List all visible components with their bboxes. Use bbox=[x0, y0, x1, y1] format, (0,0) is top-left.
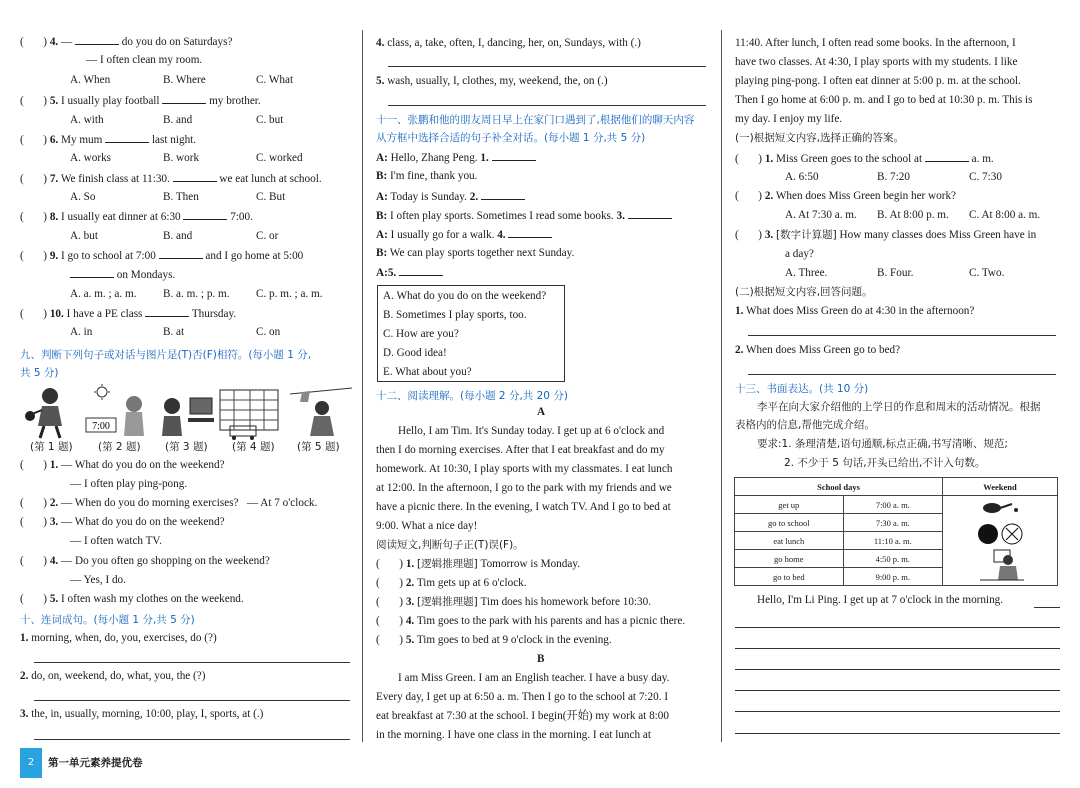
boy-playing-picture bbox=[25, 388, 62, 438]
passage-b-line: in the morning. I have one class in the morning. I eat lunch at bbox=[376, 729, 651, 741]
picture-label-2: (第 2 题) bbox=[98, 441, 141, 453]
option-a[interactable]: A. When bbox=[70, 74, 111, 86]
a-question-3: ( ) 3. [逻辑推理题] Tim does his homework before 10:30. bbox=[376, 596, 652, 608]
passage-b-line: playing ping-pong. I often eat dinner at 5:00 p. m. at the school. bbox=[735, 75, 1021, 87]
options-box bbox=[377, 285, 565, 382]
balls-icon bbox=[978, 524, 1022, 544]
writing-line[interactable] bbox=[735, 711, 1060, 712]
option-b[interactable]: B. and bbox=[163, 114, 193, 126]
part-2-title: (二)根据短文内容,回答问题。 bbox=[735, 286, 873, 298]
option-b[interactable]: B. Four. bbox=[877, 267, 914, 279]
b-mc-3-cont: a day? bbox=[785, 248, 814, 260]
answer-blank[interactable] bbox=[628, 208, 672, 219]
answer-blank[interactable] bbox=[145, 306, 189, 317]
section-13-desc-cont: 表格内的信息,帮他完成介绍。 bbox=[735, 419, 875, 431]
table-header-school-days: School days bbox=[735, 478, 943, 496]
option-c[interactable]: C. but bbox=[256, 114, 284, 126]
tf-question-5: ( ) 5. I often wash my clothes on the weekend. bbox=[20, 593, 244, 605]
answer-line[interactable] bbox=[748, 335, 1056, 336]
answer-blank[interactable] bbox=[70, 267, 114, 278]
table-row: go to bed 9:00 p. m. bbox=[735, 568, 1058, 586]
answer-line[interactable] bbox=[748, 374, 1056, 375]
dialog-line-2: B: I'm fine, thank you. bbox=[376, 170, 478, 182]
reorder-1: 1. morning, when, do, you, exercises, do (?) bbox=[20, 632, 217, 644]
dialog-line-1: A: Hello, Zhang Peng. 1. bbox=[376, 150, 536, 165]
writing-line[interactable] bbox=[1034, 607, 1060, 608]
section-11-title-cont: 从方框中选择合适的句子补全对话。(每小题 1 分,共 5 分) bbox=[376, 132, 646, 144]
sun-clock-picture bbox=[86, 384, 144, 436]
b-mc-3: ( ) 3. [数字计算题] How many classes does Miss Green have in bbox=[735, 229, 1037, 241]
b-mc-2: ( ) 2. When does Miss Green begin her work? bbox=[735, 190, 957, 202]
writing-line[interactable] bbox=[735, 669, 1060, 670]
table-row: eat lunch 11:10 a. m. bbox=[735, 532, 1058, 550]
question-7: ( ) 7. We finish class at 11:30. we eat lunch at school. bbox=[20, 173, 322, 185]
option-c[interactable]: C. Two. bbox=[969, 267, 1005, 279]
column-divider bbox=[362, 30, 363, 742]
writing-start: Hello, I'm Li Ping. I get up at 7 o'clock in the morning. bbox=[757, 594, 1004, 606]
answer-line[interactable] bbox=[388, 105, 706, 106]
dialog-line-7: A:5. bbox=[376, 265, 443, 280]
question-9-cont: on Mondays. bbox=[70, 267, 175, 282]
reply-line: — I often play ping-pong. bbox=[70, 478, 188, 490]
table-row: go home 4:50 p. m. bbox=[735, 550, 1058, 568]
answer-blank[interactable] bbox=[105, 132, 149, 143]
picture-label-3: (第 3 题) bbox=[165, 441, 208, 453]
answer-line[interactable] bbox=[34, 662, 350, 663]
question-9: ( ) 9. I go to school at 7:00 and I go home at 5:00 bbox=[20, 250, 304, 262]
footer-title: 第一单元素养提优卷 bbox=[48, 757, 143, 769]
passage-b-line: Then I go home at 6:00 p. m. and I go to bed at 10:30 p. m. This is bbox=[735, 94, 1033, 106]
option-c[interactable]: C. 7:30 bbox=[969, 171, 1002, 183]
answer-blank[interactable] bbox=[162, 93, 206, 104]
option-c[interactable]: C. But bbox=[256, 191, 286, 203]
requirement-1: 要求:1. 条理清楚,语句通顺,标点正确,书写清晰、规范; bbox=[757, 438, 1008, 450]
passage-b-line: my day. I enjoy my life. bbox=[735, 113, 843, 125]
section-10-title: 十、连词成句。(每小题 1 分,共 5 分) bbox=[20, 614, 195, 626]
writing-line[interactable] bbox=[735, 648, 1060, 649]
option-c[interactable]: C. worked bbox=[256, 152, 303, 164]
answer-line[interactable] bbox=[34, 739, 350, 740]
table-row: go to school 7:30 a. m. bbox=[735, 514, 1058, 532]
picture-label-4: (第 4 题) bbox=[232, 441, 275, 453]
answer-blank[interactable] bbox=[508, 227, 552, 238]
section-13-desc: 李平在向大家介绍他的上学日的作息和周末的活动情况。根据 bbox=[757, 401, 1041, 413]
option-b[interactable]: B. At 8:00 p. m. bbox=[877, 209, 949, 221]
a-question-2: ( ) 2. Tim gets up at 6 o'clock. bbox=[376, 577, 527, 589]
dialog-line-4: B: I often play sports. Sometimes I read some books. 3. bbox=[376, 208, 672, 223]
tf-question-3: ( ) 3. — What do you do on the weekend? bbox=[20, 516, 225, 528]
table-header-weekend: Weekend bbox=[943, 478, 1058, 496]
option-b[interactable]: B. Then bbox=[163, 191, 199, 203]
box-option-e: E. What about you? bbox=[383, 366, 472, 378]
option-a[interactable]: A. Three. bbox=[785, 267, 828, 279]
question-8: ( ) 8. I usually eat dinner at 6:30 7:00. bbox=[20, 211, 253, 223]
b-open-2: 2. When does Miss Green go to bed? bbox=[735, 344, 901, 356]
passage-b-line: 11:40. After lunch, I often read some books. In the afternoon, I bbox=[735, 37, 1016, 49]
picture-label-5: (第 5 题) bbox=[297, 441, 340, 453]
box-option-a: A. What do you do on the weekend? bbox=[383, 290, 547, 302]
reply-line: — I often clean my room. bbox=[86, 54, 203, 66]
question-10: ( ) 10. I have a PE class Thursday. bbox=[20, 308, 237, 320]
reorder-2: 2. do, on, weekend, do, what, you, the (?) bbox=[20, 670, 206, 682]
schedule-table bbox=[734, 477, 1058, 586]
question-5: ( ) 5. I usually play football my brother. bbox=[20, 95, 261, 107]
a-question-1: ( ) 1. [逻辑推理题] Tomorrow is Monday. bbox=[376, 558, 580, 570]
option-a[interactable]: A. At 7:30 a. m. bbox=[785, 209, 857, 221]
box-option-d: D. Good idea! bbox=[383, 347, 447, 359]
tf-question-1: ( ) 1. — What do you do on the weekend? bbox=[20, 459, 225, 471]
option-a[interactable]: A. in bbox=[70, 326, 93, 338]
passage-b-line: I am Miss Green. I am an English teacher. I have a busy day. bbox=[398, 672, 670, 684]
dialog-line-3: A: Today is Sunday. 2. bbox=[376, 189, 525, 204]
passage-b-line: have two classes. At 4:30, I play sports with my students. I like bbox=[735, 56, 1018, 68]
option-a[interactable]: A. So bbox=[70, 191, 96, 203]
column-divider bbox=[721, 30, 722, 742]
answer-line[interactable] bbox=[34, 700, 350, 701]
option-c[interactable]: C. on bbox=[256, 326, 281, 338]
reorder-4: 4. class, a, take, often, I, dancing, her, on, Sundays, with (.) bbox=[376, 37, 641, 49]
option-b[interactable]: B. Where bbox=[163, 74, 206, 86]
option-b[interactable]: B. and bbox=[163, 230, 193, 242]
reorder-5: 5. wash, usually, I, clothes, my, weekend, the, on (.) bbox=[376, 75, 608, 87]
answer-line[interactable] bbox=[388, 66, 706, 67]
section-11-title: 十一、张鹏和他的朋友周日早上在家门口遇到了,根据他们的聊天内容 bbox=[376, 114, 695, 126]
tf-question-4: ( ) 4. — Do you often go shopping on the weekend? bbox=[20, 555, 270, 567]
section-12-title: 十二、阅读理解。(每小题 2 分,共 20 分) bbox=[376, 390, 568, 402]
passage-b-label: B bbox=[537, 653, 545, 665]
option-b[interactable]: B. 7:20 bbox=[877, 171, 910, 183]
reply-line: — Yes, I do. bbox=[70, 574, 126, 586]
option-a[interactable]: A. with bbox=[70, 114, 104, 126]
reading-girl-icon bbox=[980, 550, 1024, 580]
computer-picture bbox=[162, 398, 214, 436]
question-6: ( ) 6. My mum last night. bbox=[20, 134, 197, 146]
passage-b-line: Every day, I get up at 6:50 a. m. Then I go to the school at 7:20. I bbox=[376, 691, 669, 703]
option-b[interactable]: B. work bbox=[163, 152, 200, 164]
answer-blank[interactable] bbox=[481, 189, 525, 200]
section-9-title: 九、判断下列句子或对话与图片是(T)否(F)相符。(每小题 1 分, bbox=[20, 349, 312, 361]
part-1-title: (一)根据短文内容,选择正确的答案。 bbox=[735, 132, 905, 144]
requirement-2: 2. 不少于 5 句话,开头已给出,不计入句数。 bbox=[784, 457, 986, 469]
passage-b-line: eat breakfast at 7:30 at the school. I begin(开始) my work at 8:00 bbox=[376, 710, 669, 722]
box-option-b: B. Sometimes I play sports, too. bbox=[383, 309, 527, 321]
passage-a-line: then I do morning exercises. After that I eat breakfast and do my bbox=[376, 444, 665, 456]
question-4: ( ) 4. — do you do on Saturdays? bbox=[20, 36, 233, 48]
option-a[interactable]: A. works bbox=[70, 152, 112, 164]
option-a[interactable]: A. 6:50 bbox=[785, 171, 819, 183]
table-row: get up 7:00 a. m. bbox=[735, 496, 1058, 514]
passage-a-instruction: 阅读短文,判断句子正(T)误(F)。 bbox=[376, 539, 524, 551]
section-9-title-cont: 共 5 分) bbox=[20, 367, 59, 379]
answer-blank[interactable] bbox=[183, 209, 227, 220]
passage-a-line: homework. At 10:30, I play sports with my classmates. I eat lunch bbox=[376, 463, 673, 475]
option-c[interactable]: C. p. m. ; a. m. bbox=[256, 288, 323, 300]
washing-picture bbox=[290, 388, 352, 436]
shop-picture bbox=[220, 390, 278, 440]
dialog-line-5: A: I usually go for a walk. 4. bbox=[376, 227, 552, 242]
option-b[interactable]: B. at bbox=[163, 326, 185, 338]
answer-blank[interactable] bbox=[492, 150, 536, 161]
weekend-activity-icons bbox=[970, 498, 1030, 582]
writing-line[interactable] bbox=[735, 733, 1060, 734]
answer-blank[interactable] bbox=[925, 151, 969, 162]
writing-line[interactable] bbox=[735, 690, 1060, 691]
option-c[interactable]: C. At 8:00 a. m. bbox=[969, 209, 1041, 221]
section-13-title: 十三、书面表达。(共 10 分) bbox=[735, 383, 869, 395]
answer-blank[interactable] bbox=[173, 171, 217, 182]
tf-question-2: ( ) 2. — When do you do morning exercises? — At 7 o'clock. bbox=[20, 497, 318, 509]
answer-blank[interactable] bbox=[159, 248, 203, 259]
passage-a-line: 9:00. What a nice day! bbox=[376, 520, 478, 532]
page-number: 2 bbox=[20, 748, 42, 778]
passage-a-line: at 12:00. In the afternoon, I go to the park with my friends and we bbox=[376, 482, 672, 494]
picture-label-1: (第 1 题) bbox=[30, 441, 73, 453]
dialog-line-6: B: We can play sports together next Sunday. bbox=[376, 247, 575, 259]
reply-line: — I often watch TV. bbox=[70, 535, 162, 547]
passage-a-label: A bbox=[537, 406, 546, 418]
box-option-c: C. How are you? bbox=[383, 328, 459, 340]
passage-a-line: have a picnic there. In the evening, I watch TV. And I go to bed at bbox=[376, 501, 671, 513]
option-a[interactable]: A. a. m. ; a. m. bbox=[70, 288, 137, 300]
b-mc-1: ( ) 1. Miss Green goes to the school at a. m. bbox=[735, 153, 994, 165]
ping-pong-icon bbox=[983, 503, 1018, 513]
answer-blank[interactable] bbox=[399, 265, 443, 276]
reorder-3: 3. the, in, usually, morning, 10:00, play, I, sports, at (.) bbox=[20, 708, 264, 720]
option-b[interactable]: B. a. m. ; p. m. bbox=[163, 288, 230, 300]
clock-readout: 7:00 bbox=[92, 421, 110, 432]
answer-blank[interactable] bbox=[75, 34, 119, 45]
option-a[interactable]: A. but bbox=[70, 230, 98, 242]
a-question-4: ( ) 4. Tim goes to the park with his parents and has a picnic there. bbox=[376, 615, 686, 627]
passage-a-line: Hello, I am Tim. It's Sunday today. I get up at 6 o'clock and bbox=[398, 425, 665, 437]
weekend-pictures-cell bbox=[943, 496, 1058, 586]
picture-strip bbox=[22, 384, 352, 440]
option-c[interactable]: C. What bbox=[256, 74, 294, 86]
option-c[interactable]: C. or bbox=[256, 230, 279, 242]
writing-line[interactable] bbox=[735, 627, 1060, 628]
b-open-1: 1. What does Miss Green do at 4:30 in the afternoon? bbox=[735, 305, 975, 317]
a-question-5: ( ) 5. Tim goes to bed at 9 o'clock in the evening. bbox=[376, 634, 612, 646]
